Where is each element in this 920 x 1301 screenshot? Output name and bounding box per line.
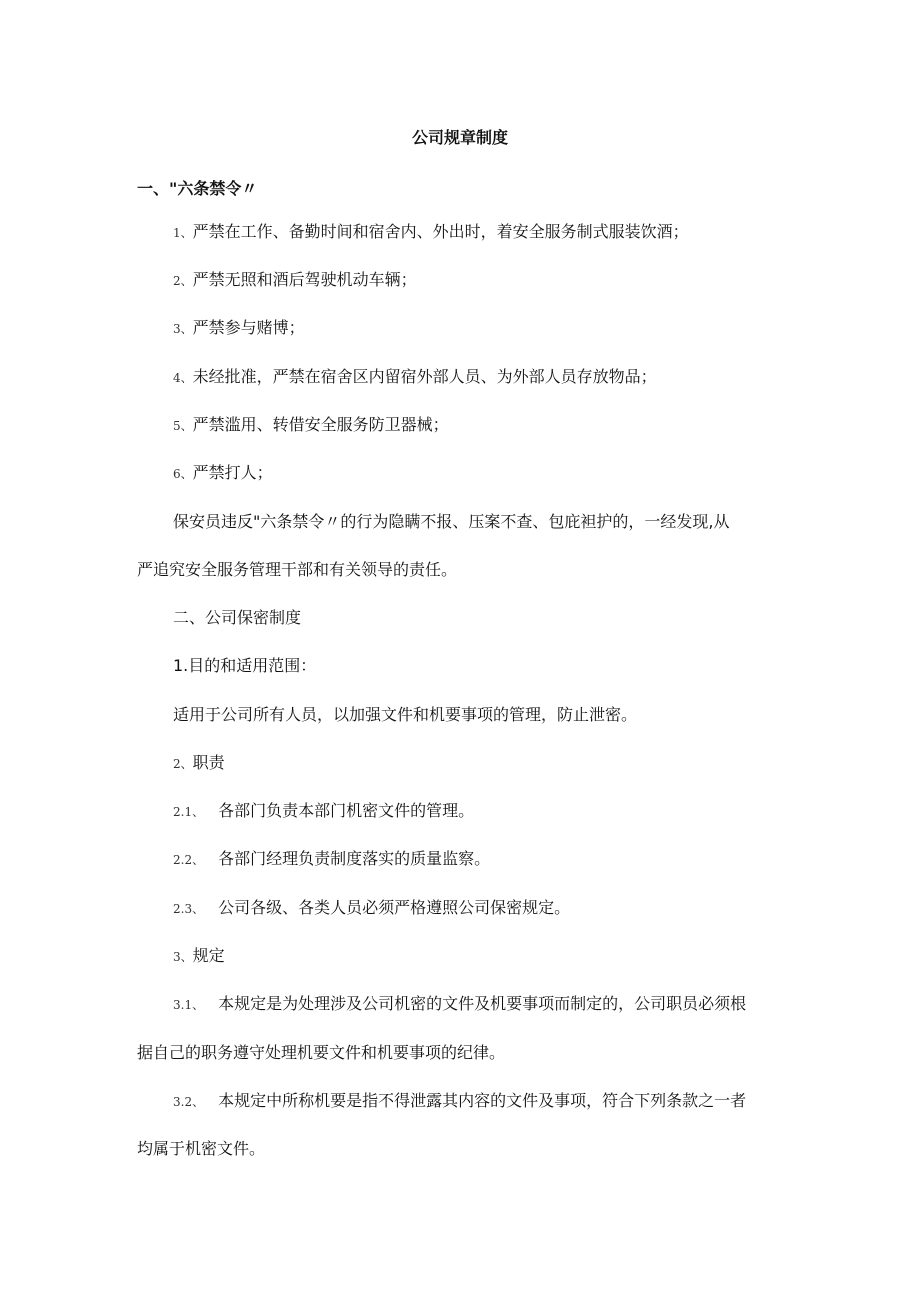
duty-item xyxy=(173,801,474,822)
item-number: 6、 xyxy=(173,467,193,481)
item-number: 3.2、 xyxy=(173,1095,205,1109)
item-number: 5、 xyxy=(173,419,193,433)
item-number: 3、 xyxy=(173,322,193,336)
item-number: 4、 xyxy=(173,371,193,385)
item-text: 严禁打人； xyxy=(192,463,273,482)
item-number: 2、 xyxy=(173,274,193,288)
item-number: 2.3、 xyxy=(173,902,205,916)
duty-heading-text: 职责 xyxy=(192,753,225,772)
rule-item-line-2: 均属于机密文件。 xyxy=(137,1139,266,1158)
item-text: 各部门负责本部门机密文件的管理。 xyxy=(218,801,475,820)
rule-item-line-1 xyxy=(173,994,746,1015)
item-text: 严禁滥用、转借安全服务防卫器械； xyxy=(192,415,449,434)
item-number: 1、 xyxy=(173,226,193,240)
rule-heading-text: 规定 xyxy=(192,946,225,965)
rule-item-line-2: 据自己的职务遵守处理机要文件和机要事项的纪律。 xyxy=(137,1043,506,1062)
section-2-heading: 二、公司保密制度 xyxy=(173,608,302,627)
purpose-text: 适用于公司所有人员，以加强文件和机要事项的管理，防止泄密。 xyxy=(173,705,638,724)
item-text: 严禁在工作、备勤时间和宿舍内、外出时，着安全服务制式服装饮酒； xyxy=(192,222,689,241)
purpose-heading: 1.目的和适用范围： xyxy=(173,656,317,675)
item-number: 2、 xyxy=(173,757,193,771)
item-text: 本规定是为处理涉及公司机密的文件及机要事项而制定的，公司职员必须根 xyxy=(218,994,747,1013)
item-text: 本规定中所称机要是指不得泄露其内容的文件及事项，符合下列条款之一者 xyxy=(218,1091,747,1110)
item-text: 各部门经理负责制度落实的质量监察。 xyxy=(218,849,491,868)
item-number: 3、 xyxy=(173,950,193,964)
item-text: 严禁无照和酒后驾驶机动车辆； xyxy=(192,270,417,289)
rule-item-line-1 xyxy=(173,1091,746,1112)
duty-heading xyxy=(173,753,225,774)
item-number: 3.1、 xyxy=(173,998,205,1012)
section-1-heading: 一、"六条禁令〃 xyxy=(137,179,258,198)
list-item xyxy=(173,270,417,291)
item-text: 严禁参与赌博； xyxy=(192,318,305,337)
duty-item xyxy=(173,898,570,919)
item-number: 2.2、 xyxy=(173,853,205,867)
list-item xyxy=(173,318,305,339)
item-number: 2.1、 xyxy=(173,805,205,819)
item-text: 未经批准，严禁在宿舍区内留宿外部人员、为外部人员存放物品； xyxy=(192,367,657,386)
duty-item xyxy=(173,849,490,870)
item-text: 公司各级、各类人员必须严格遵照公司保密规定。 xyxy=(218,898,571,917)
list-item xyxy=(173,222,689,243)
note-paragraph-line-2: 严追究安全服务管理干部和有关领导的责任。 xyxy=(137,560,458,579)
list-item xyxy=(173,367,657,388)
note-paragraph-line-1: 保安员违反"六条禁令〃的行为隐瞒不报、压案不查、包庇袒护的，一经发现,从 xyxy=(173,512,730,531)
rule-heading xyxy=(173,946,225,967)
list-item xyxy=(173,463,273,484)
page-title: 公司规章制度 xyxy=(411,128,508,147)
list-item xyxy=(173,415,449,436)
